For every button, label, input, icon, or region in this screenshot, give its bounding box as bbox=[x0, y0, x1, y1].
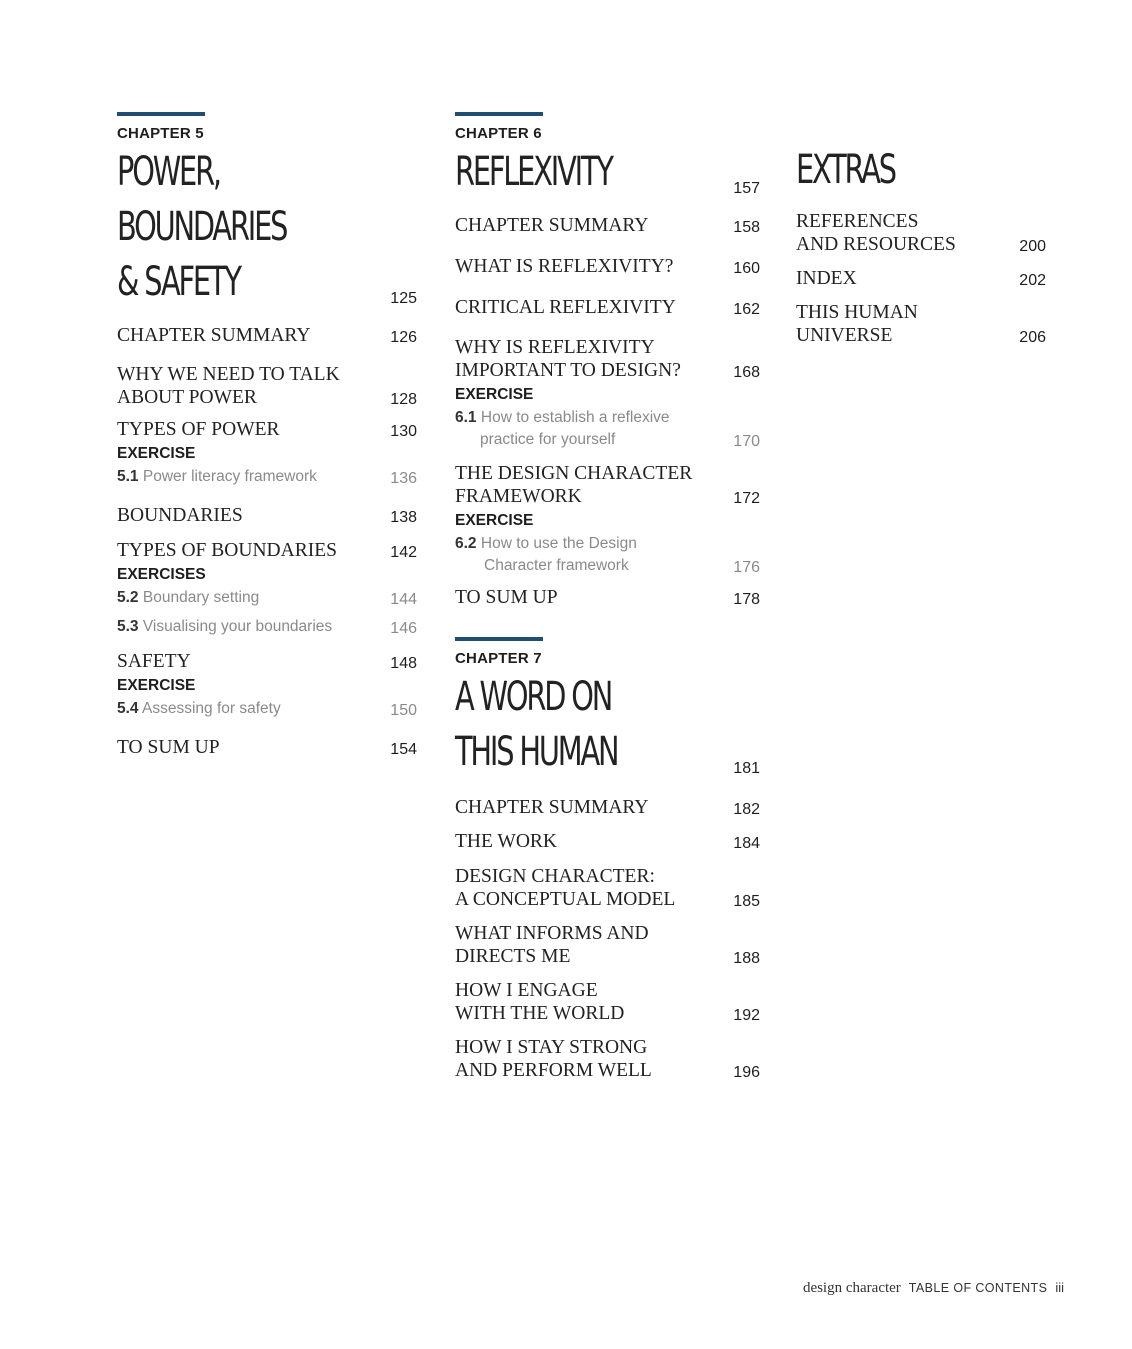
chapter-rule bbox=[117, 112, 205, 116]
toc-entry[interactable] bbox=[455, 296, 760, 319]
page-number: 146 bbox=[390, 620, 417, 637]
chapter-label: CHAPTER 7 bbox=[455, 650, 542, 667]
entry-title: CHAPTER SUMMARY bbox=[455, 797, 649, 818]
toc-entry[interactable] bbox=[455, 255, 760, 278]
page-number: 185 bbox=[733, 893, 760, 910]
page-number: 162 bbox=[733, 301, 760, 318]
exercise-number: 5.4 bbox=[117, 700, 139, 717]
exercise-title bbox=[117, 466, 317, 488]
entry-title: SAFETY bbox=[117, 651, 191, 672]
chapter-label: CHAPTER 6 bbox=[455, 125, 542, 142]
toc-entry[interactable] bbox=[117, 504, 417, 527]
entry-title: CHAPTER SUMMARY bbox=[117, 325, 311, 346]
exercise-text: Assessing for safety bbox=[142, 700, 281, 717]
toc-entry[interactable] bbox=[117, 650, 417, 673]
page-number: 144 bbox=[390, 591, 417, 608]
exercise-number: 5.1 bbox=[117, 468, 139, 485]
extras-title: EXTRAS bbox=[796, 147, 895, 193]
toc-entry[interactable] bbox=[455, 796, 760, 819]
entry-title: THE WORK bbox=[455, 831, 558, 852]
toc-entry[interactable] bbox=[117, 363, 417, 409]
page-number: 192 bbox=[733, 1007, 760, 1024]
entry-title: TO SUM UP bbox=[117, 737, 220, 758]
toc-entry[interactable] bbox=[455, 922, 760, 968]
exercise-label: EXERCISE bbox=[455, 386, 534, 403]
page-number: 138 bbox=[390, 509, 417, 526]
entry-title: CRITICAL REFLEXIVITY bbox=[455, 297, 676, 318]
chapter-title: A WORD ON THIS HUMAN bbox=[455, 674, 618, 775]
page-footer bbox=[803, 1280, 1064, 1297]
exercise-title bbox=[117, 587, 259, 609]
exercise-text: How to use the Design bbox=[480, 535, 637, 552]
page-number: 160 bbox=[733, 260, 760, 277]
entry-title: WHY WE NEED TO TALK ABOUT POWER bbox=[117, 364, 340, 408]
entry-title: THE DESIGN CHARACTER FRAMEWORK bbox=[455, 463, 693, 507]
chapter-label: CHAPTER 5 bbox=[117, 125, 204, 142]
exercise-label: EXERCISE bbox=[117, 677, 196, 694]
exercise-text: Power literacy framework bbox=[142, 468, 317, 485]
page-number: 158 bbox=[733, 219, 760, 236]
exercise-title bbox=[117, 698, 281, 720]
chapter-6-7-section bbox=[455, 112, 760, 1082]
exercise-number: 6.1 bbox=[455, 409, 477, 426]
chapter-title: POWER, BOUNDARIES & SAFETY bbox=[117, 149, 287, 305]
toc-entry[interactable] bbox=[117, 418, 417, 441]
chapter-title-row[interactable] bbox=[455, 145, 760, 200]
exercise-number: 5.2 bbox=[117, 589, 139, 606]
page-number: 172 bbox=[733, 490, 760, 507]
page-number: 142 bbox=[390, 544, 417, 561]
entry-title: WHY IS REFLEXIVITY IMPORTANT TO DESIGN? bbox=[455, 337, 681, 381]
exercise-entry[interactable] bbox=[117, 616, 417, 638]
page-number: 176 bbox=[733, 559, 760, 576]
page-number: 128 bbox=[390, 391, 417, 408]
exercise-entry[interactable] bbox=[117, 698, 417, 720]
entry-title: CHAPTER SUMMARY bbox=[455, 215, 649, 236]
exercise-text: How to establish a reflexive bbox=[480, 409, 670, 426]
chapter-title-row[interactable] bbox=[117, 145, 417, 310]
section-name: TABLE OF CONTENTS bbox=[908, 1281, 1048, 1295]
book-title: design character bbox=[802, 1280, 901, 1296]
entry-title: TYPES OF BOUNDARIES bbox=[117, 540, 337, 561]
toc-entry[interactable] bbox=[117, 324, 417, 347]
toc-entry[interactable] bbox=[796, 267, 1046, 290]
page-number: 136 bbox=[390, 470, 417, 487]
entry-title: BOUNDARIES bbox=[117, 505, 243, 526]
entry-title: WHAT IS REFLEXIVITY? bbox=[455, 256, 674, 277]
exercise-entry[interactable] bbox=[455, 533, 760, 577]
exercise-number: 5.3 bbox=[117, 618, 139, 635]
exercise-entry[interactable] bbox=[455, 407, 760, 451]
exercise-text: Visualising your boundaries bbox=[142, 618, 333, 635]
exercise-text: Boundary setting bbox=[142, 589, 260, 606]
page-number: 206 bbox=[1019, 329, 1046, 346]
entry-title: THIS HUMAN UNIVERSE bbox=[796, 302, 918, 346]
entry-title: TYPES OF POWER bbox=[117, 419, 280, 440]
toc-entry[interactable] bbox=[117, 736, 417, 759]
toc-entry[interactable] bbox=[455, 214, 760, 237]
page-number: 126 bbox=[390, 329, 417, 346]
exercise-text-continued: Character framework bbox=[484, 557, 629, 574]
page-number: 170 bbox=[733, 433, 760, 450]
extras-section bbox=[796, 112, 1046, 347]
page-number: 178 bbox=[733, 591, 760, 608]
exercise-text-continued: practice for yourself bbox=[480, 431, 616, 448]
page-number: 125 bbox=[390, 290, 417, 307]
toc-entry[interactable] bbox=[455, 979, 760, 1025]
extras-title-row[interactable] bbox=[796, 143, 1046, 198]
page-number: 182 bbox=[733, 801, 760, 818]
exercise-title bbox=[455, 533, 637, 577]
toc-entry[interactable] bbox=[455, 586, 760, 609]
exercise-entry[interactable] bbox=[117, 587, 417, 609]
exercise-label: EXERCISE bbox=[117, 445, 196, 462]
page-number: 196 bbox=[733, 1064, 760, 1081]
entry-title: TO SUM UP bbox=[455, 587, 558, 608]
page-number: 150 bbox=[390, 702, 417, 719]
page-number: 130 bbox=[390, 423, 417, 440]
exercise-number: 6.2 bbox=[455, 535, 477, 552]
page-number: 154 bbox=[390, 741, 417, 758]
toc-entry[interactable] bbox=[455, 830, 760, 853]
entry-title: REFERENCES AND RESOURCES bbox=[796, 211, 956, 255]
toc-entry[interactable] bbox=[117, 539, 417, 562]
exercise-title bbox=[117, 616, 332, 638]
exercise-entry[interactable] bbox=[117, 466, 417, 488]
page-number: 184 bbox=[733, 835, 760, 852]
chapter-rule bbox=[455, 637, 543, 641]
page-number: 148 bbox=[390, 655, 417, 672]
page-number: 157 bbox=[733, 180, 760, 197]
page-number: 188 bbox=[733, 950, 760, 967]
exercise-title bbox=[455, 407, 670, 451]
folio-number: iii bbox=[1055, 1280, 1064, 1295]
toc-entry[interactable] bbox=[455, 865, 760, 911]
toc-entry[interactable] bbox=[796, 301, 1046, 347]
exercise-label: EXERCISES bbox=[117, 566, 206, 583]
toc-entry[interactable] bbox=[455, 462, 760, 508]
toc-entry[interactable] bbox=[455, 1036, 760, 1082]
chapter-title: REFLEXIVITY bbox=[455, 149, 612, 195]
chapter-title-row[interactable] bbox=[455, 670, 760, 780]
page-number: 202 bbox=[1019, 272, 1046, 289]
exercise-label: EXERCISE bbox=[455, 512, 534, 529]
entry-title: HOW I STAY STRONG AND PERFORM WELL bbox=[455, 1037, 652, 1081]
page-number: 200 bbox=[1019, 238, 1046, 255]
entry-title: DESIGN CHARACTER: A CONCEPTUAL MODEL bbox=[455, 866, 676, 910]
entry-title: INDEX bbox=[796, 268, 857, 289]
entry-title: WHAT INFORMS AND DIRECTS ME bbox=[455, 923, 649, 967]
toc-entry[interactable] bbox=[455, 336, 760, 382]
toc-entry[interactable] bbox=[796, 210, 1046, 256]
chapter-rule bbox=[455, 112, 543, 116]
page-number: 181 bbox=[733, 760, 760, 777]
chapter-5-section bbox=[117, 112, 417, 759]
page-number: 168 bbox=[733, 364, 760, 381]
entry-title: HOW I ENGAGE WITH THE WORLD bbox=[455, 980, 625, 1024]
